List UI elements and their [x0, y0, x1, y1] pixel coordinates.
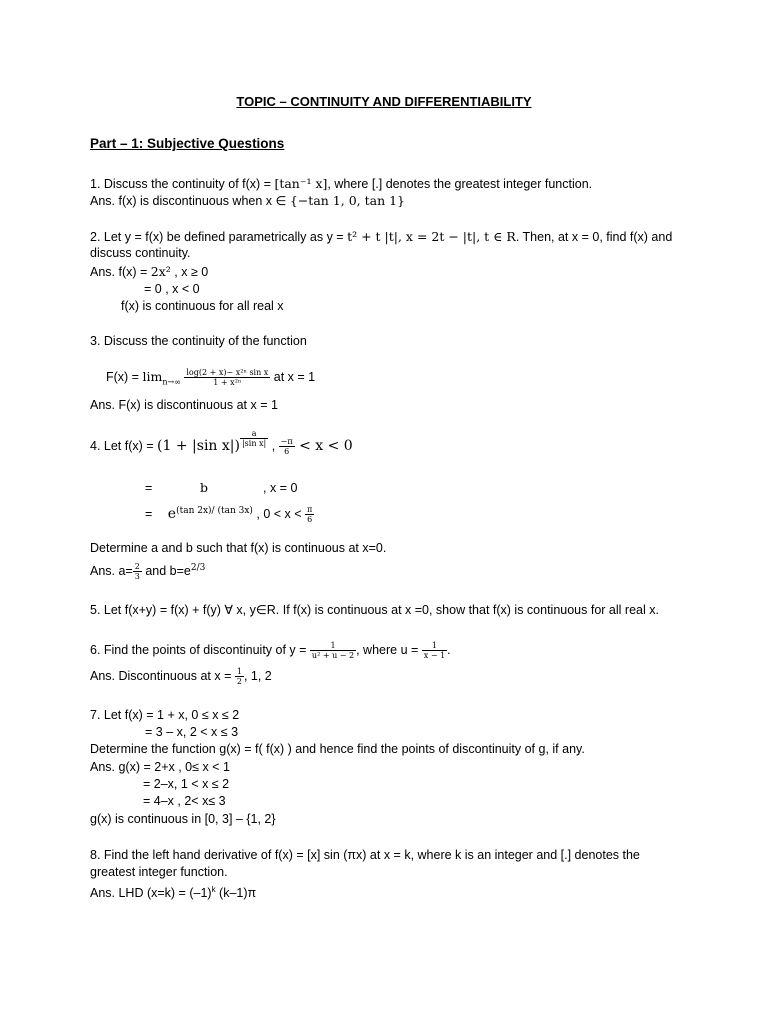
q4-cond-den: 6 — [284, 447, 290, 457]
q3-fraction — [184, 368, 270, 387]
q3-frac-den: 1 + x²ⁿ — [213, 378, 242, 388]
q3-function — [106, 367, 315, 393]
part-heading: Part – 1: Subjective Questions — [90, 136, 285, 151]
page-title: TOPIC – CONTINUITY AND DIFFERENTIABILITY — [236, 94, 532, 109]
q4-line3-frac-den: 6 — [307, 515, 313, 525]
q4-line3 — [145, 500, 314, 525]
q6-mid: , where u = — [356, 643, 422, 657]
q8-ans-exp: k — [211, 885, 216, 894]
q1-expression: [tan⁻¹ x] — [274, 176, 328, 191]
q6-frac2-den: x − 1 — [423, 651, 446, 661]
q4-answer — [90, 557, 205, 582]
q1-question — [90, 176, 592, 192]
q2-ans-text: Ans. f(x) = — [90, 265, 151, 279]
q2-expression: t² + t |t|, x = 2t − |t|, t ∈ R — [347, 229, 516, 244]
q4-determine: Determine a and b such that f(x) is continuous at x=0. — [90, 541, 387, 555]
q3-at: at x = 1 — [270, 370, 316, 384]
q4-ans-frac-den: 3 — [134, 572, 140, 582]
q2-ans-expr: 2x² — [150, 264, 171, 279]
q2-ans-cond: , x ≥ 0 — [170, 265, 209, 279]
q3-lim-sub: n→∞ — [162, 377, 181, 387]
q6-ans-frac-den: 2 — [236, 677, 242, 687]
q4-ans-b: and b=e — [141, 564, 191, 579]
q6-ans-b: , 1, 2 — [243, 669, 272, 683]
q2-text-b: . Then, at x = 0, find f(x) and — [515, 230, 673, 244]
q6-end: . — [447, 643, 451, 657]
q4-ans-frac — [133, 562, 142, 581]
q2-answer-line3: f(x) is continuous for all real x — [121, 299, 284, 313]
q3-f-label: F(x) = — [106, 370, 143, 384]
q8-line2: greatest integer function. — [90, 865, 228, 879]
q3-answer: Ans. F(x) is discontinuous at x = 1 — [90, 398, 278, 412]
q4-line2-eq: = — [145, 481, 153, 495]
q1-text-b: , where [.] denotes the greatest integer function. — [327, 177, 593, 191]
q4-line3-e: e — [167, 506, 177, 523]
q6-question — [90, 638, 451, 662]
q3-question: 3. Discuss the continuity of the function — [90, 334, 307, 348]
q8-ans-a: Ans. LHD (x=k) = (–1) — [90, 886, 212, 901]
q6-ans-a: Ans. Discontinuous at x = — [90, 669, 235, 683]
q6-answer — [90, 664, 272, 688]
q4-line2-cond: , x = 0 — [263, 481, 298, 495]
q4-exp-num: a — [240, 429, 268, 439]
q1-answer-set: {−tan 1, 0, tan 1} — [289, 193, 406, 208]
q4-line3-cond: , 0 < x < — [252, 507, 306, 522]
q6-frac2-num: 1 — [422, 641, 447, 651]
q4-sep: , — [268, 439, 279, 453]
q6-frac1-num: 1 — [310, 641, 356, 651]
q7-answer-line1: Ans. g(x) = 2+x , 0≤ x < 1 — [90, 760, 230, 774]
q7-line1: 7. Let f(x) = 1 + x, 0 ≤ x ≤ 2 — [90, 708, 240, 722]
q4-ans-a: Ans. a= — [90, 564, 133, 579]
q3-frac-num: log(2 + x)− x²ⁿ sin x — [186, 368, 269, 378]
q3-lim: lim — [142, 369, 163, 384]
q7-answer-line3: = 4–x , 2< x≤ 3 — [143, 794, 226, 808]
q4-line3-eq: = — [145, 507, 153, 522]
q6-ans-frac — [235, 667, 244, 686]
q4-cond-num: −π — [280, 437, 293, 447]
q2-text-a: 2. Let y = f(x) be defined parametrically as y = — [90, 230, 348, 244]
q4-lead: 4. Let f(x) = — [90, 439, 158, 453]
q6-frac1 — [310, 641, 356, 660]
q7-answer-line4: g(x) is continuous in [0, 3] – {1, 2} — [90, 812, 276, 826]
q4-exp-den: |sin x| — [241, 439, 267, 448]
q4-cond-frac — [279, 437, 295, 456]
q4-line3-frac — [305, 505, 314, 524]
q4-exponent — [240, 429, 268, 448]
q4-base: (1 + |sin x|) — [157, 438, 240, 454]
q4-question — [90, 429, 353, 459]
q2-question-line2: discuss continuity. — [90, 246, 191, 260]
q7-determine: Determine the function g(x) = f( f(x) ) and hence find the points of discontinuity of g, if any. — [90, 742, 585, 756]
q4-ans-exp: 2/3 — [190, 563, 206, 573]
q4-line2-b: b — [200, 480, 209, 495]
q6-frac1-den: u² + u − 2 — [311, 651, 355, 661]
q2-answer-line2: = 0 , x < 0 — [144, 282, 200, 296]
q1-text-a: 1. Discuss the continuity of f(x) = — [90, 177, 275, 191]
q4-line3-frac-num: π — [307, 505, 313, 515]
q1-answer-text: Ans. f(x) is discontinuous when x ∈ — [90, 194, 290, 208]
q7-answer-line2: = 2–x, 1 < x ≤ 2 — [143, 777, 230, 791]
q4-line3-exp: (tan 2x)/ (tan 3x) — [176, 506, 253, 516]
q6-frac2 — [422, 641, 447, 660]
q4-cond-rest: < x < 0 — [294, 438, 353, 454]
q4-ans-frac-num: 2 — [134, 562, 140, 572]
q1-answer — [90, 193, 405, 209]
q7-line2: = 3 – x, 2 < x ≤ 3 — [145, 725, 239, 739]
q6-lead: 6. Find the points of discontinuity of y = — [90, 643, 310, 657]
q8-line1: 8. Find the left hand derivative of f(x) = [x] sin (πx) at x = k, where k is an integer and [.] denotes the — [90, 848, 640, 862]
q8-answer — [90, 882, 256, 901]
q2-answer-line1 — [90, 264, 208, 280]
q6-ans-frac-num: 1 — [236, 667, 242, 677]
q8-ans-b: (k–1)π — [215, 886, 257, 901]
q5-question: 5. Let f(x+y) = f(x) + f(y) ∀ x, y∈R. If f(x) is continuous at x =0, show that f(x) is continuous for all real x. — [90, 603, 659, 617]
q2-question-line1 — [90, 229, 672, 245]
